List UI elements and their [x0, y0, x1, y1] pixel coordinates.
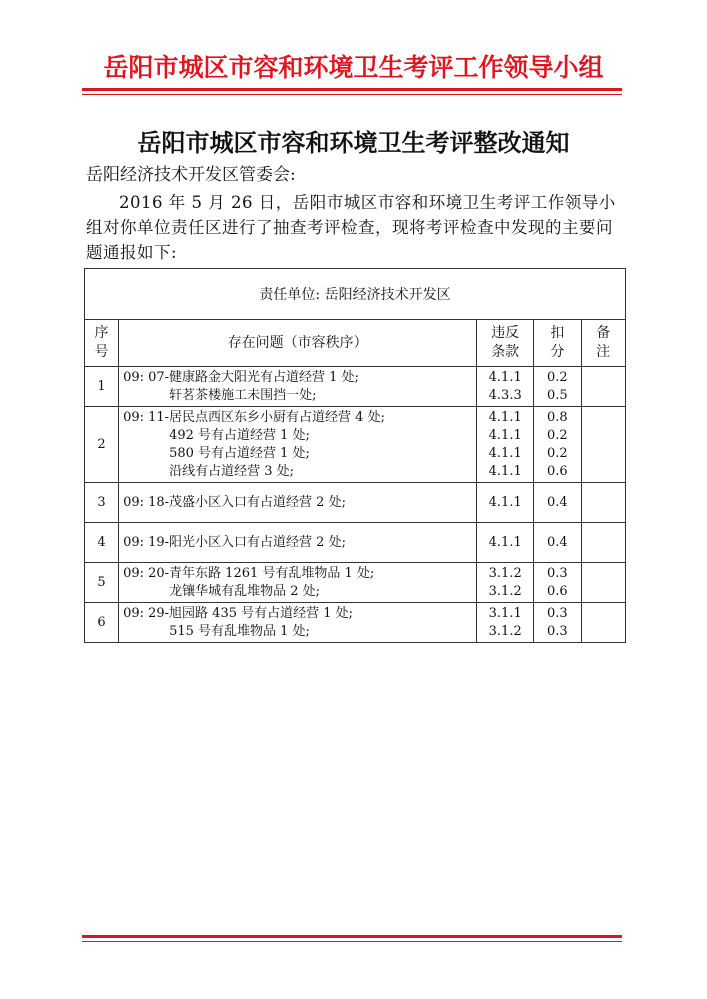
row-issues — [119, 523, 477, 563]
unit-row — [85, 269, 626, 320]
row-issues — [119, 367, 477, 407]
points-value: 0.3 — [546, 565, 568, 581]
row-points — [534, 563, 581, 603]
row-clauses — [477, 407, 534, 483]
points-value: 0.2 — [546, 369, 568, 385]
issue-line: 09: 29-旭园路 435 号有占道经营 1 处; — [123, 605, 354, 621]
clause-value: 3.1.2 — [488, 565, 522, 581]
responsible-unit: 责任单位: 岳阳经济技术开发区 — [85, 269, 626, 320]
row-clauses — [477, 563, 534, 603]
issue-line: 09: 18-茂盛小区入口有占道经营 2 处; — [123, 494, 346, 510]
row-points — [534, 407, 581, 483]
clause-value: 3.1.1 — [488, 605, 522, 621]
row-points — [534, 367, 581, 407]
points-value: 0.8 — [546, 409, 568, 425]
points-value: 0.5 — [546, 387, 568, 403]
row-seq: 3 — [85, 483, 119, 523]
row-points — [534, 483, 581, 523]
clause-value: 4.1.1 — [488, 409, 522, 425]
row-issues — [119, 483, 477, 523]
row-note — [581, 483, 625, 523]
row-note — [581, 603, 625, 643]
issues-table — [84, 268, 626, 643]
clause-value: 4.1.1 — [488, 534, 522, 550]
clause-value: 4.1.1 — [488, 463, 522, 479]
footer-rule-thick — [82, 935, 622, 938]
points-value: 0.4 — [546, 534, 568, 550]
footer-rule-thin — [82, 941, 622, 942]
table-row — [85, 563, 626, 603]
issue-line: 09: 11-居民点西区东乡小厨有占道经营 4 处; — [123, 409, 385, 425]
clause-value: 4.1.1 — [488, 369, 522, 385]
row-seq: 2 — [85, 407, 119, 483]
table-row — [85, 367, 626, 407]
row-clauses — [477, 523, 534, 563]
row-issues — [119, 407, 477, 483]
clause-value: 4.1.1 — [488, 427, 522, 443]
table-row — [85, 407, 626, 483]
issue-line: 580 号有占道经营 1 处; — [169, 445, 310, 461]
points-value: 0.2 — [546, 427, 568, 443]
issue-line: 09: 20-青年东路 1261 号有乱堆物品 1 处; — [123, 565, 375, 581]
clause-value: 4.1.1 — [488, 494, 522, 510]
row-clauses — [477, 483, 534, 523]
table-row — [85, 523, 626, 563]
row-note — [581, 407, 625, 483]
notice-body: 2016 年 5 月 26 日，岳阳市城区市容和环境卫生考评工作领导小组对你单位责任区进行了抽查考评检查，现将考评检查中发现的主要问题通报如下: — [86, 193, 616, 262]
row-note — [581, 563, 625, 603]
points-value: 0.6 — [546, 583, 568, 599]
clause-value: 4.1.1 — [488, 445, 522, 461]
header-rule-thick — [82, 88, 622, 91]
points-value: 0.2 — [546, 445, 568, 461]
col-header-note: 备注 — [581, 320, 625, 367]
row-points — [534, 603, 581, 643]
header-rule-thin — [82, 94, 622, 95]
org-header-title: 岳阳市城区市容和环境卫生考评工作领导小组 — [103, 53, 604, 82]
row-issues — [119, 603, 477, 643]
row-seq: 5 — [85, 563, 119, 603]
header-row — [85, 320, 626, 367]
addressee: 岳阳经济技术开发区管委会: — [86, 165, 296, 185]
clause-value: 3.1.2 — [488, 583, 522, 599]
issue-line: 轩茗茶楼施工未围挡一处; — [169, 387, 317, 403]
issue-line: 龙镶华城有乱堆物品 2 处; — [169, 583, 320, 599]
points-value: 0.3 — [546, 623, 568, 639]
row-note — [581, 523, 625, 563]
points-value: 0.4 — [546, 494, 568, 510]
issue-line: 09: 19-阳光小区入口有占道经营 2 处; — [123, 534, 346, 550]
issue-line: 492 号有占道经营 1 处; — [169, 427, 310, 443]
col-header-issue: 存在问题（市容秩序） — [119, 320, 477, 367]
issue-line: 沿线有占道经营 3 处; — [169, 463, 294, 479]
row-seq: 6 — [85, 603, 119, 643]
row-clauses — [477, 367, 534, 407]
row-seq: 1 — [85, 367, 119, 407]
points-value: 0.6 — [546, 463, 568, 479]
notice-title: 岳阳市城区市容和环境卫生考评整改通知 — [137, 128, 570, 157]
row-clauses — [477, 603, 534, 643]
issue-line: 515 号有乱堆物品 1 处; — [169, 623, 310, 639]
row-note — [581, 367, 625, 407]
table-row — [85, 603, 626, 643]
clause-value: 3.1.2 — [488, 623, 522, 639]
row-points — [534, 523, 581, 563]
row-issues — [119, 563, 477, 603]
col-header-seq: 序号 — [85, 320, 119, 367]
col-header-clause: 违反条款 — [477, 320, 534, 367]
points-value: 0.3 — [546, 605, 568, 621]
col-header-points: 扣分 — [534, 320, 581, 367]
table-row — [85, 483, 626, 523]
issue-line: 09: 07-健康路金大阳光有占道经营 1 处; — [123, 369, 359, 385]
clause-value: 4.3.3 — [488, 387, 522, 403]
row-seq: 4 — [85, 523, 119, 563]
